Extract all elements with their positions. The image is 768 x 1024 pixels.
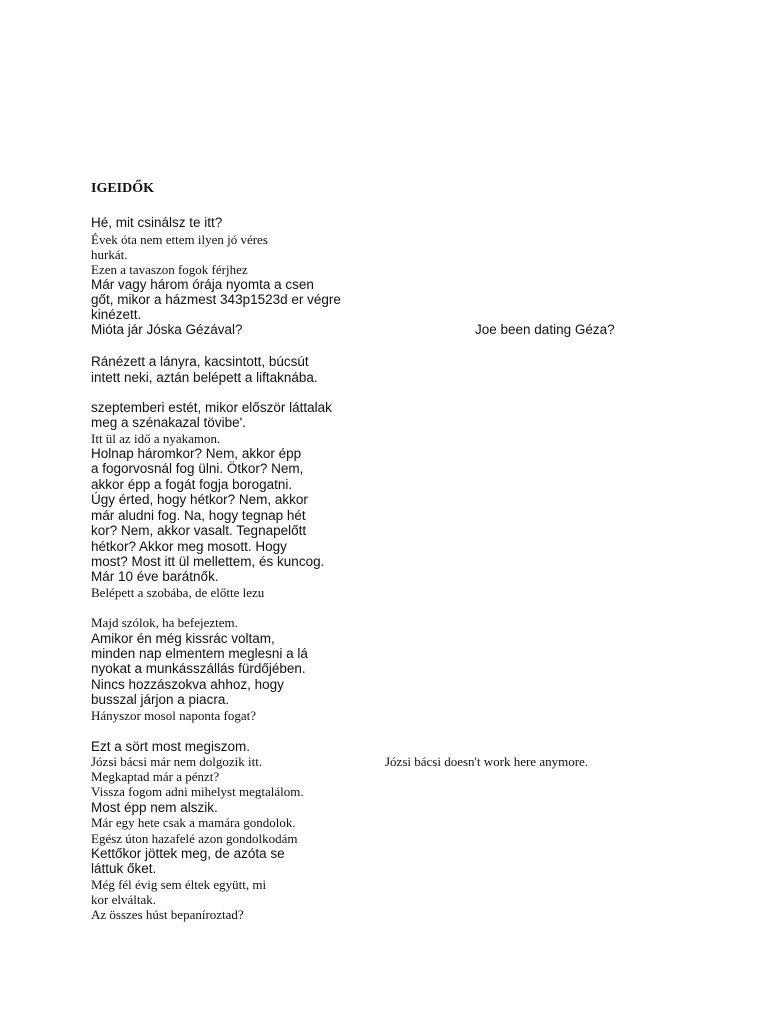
sentence-line: minden nap elmentem meglesni a lá (91, 646, 308, 661)
sentence-line: Az összes húst bepaníroztad? (91, 907, 244, 922)
sentence-line: Évek óta nem ettem ilyen jó véres (91, 232, 268, 247)
sentence-line: Józsi bácsi már nem dolgozik itt. (91, 754, 263, 769)
page-title: IGEIDŐK (91, 181, 155, 196)
sentence-line: Ezt a sört most megiszom. (91, 739, 251, 754)
sentence-line: a fogorvosnál fog ülni. Ötkor? Nem, (91, 461, 304, 476)
sentence-line: kor elváltak. (91, 892, 156, 907)
sentence-line: már aludni fog. Na, hogy tegnap hét (91, 508, 306, 523)
translation-line: Joe been dating Géza? (475, 322, 615, 337)
sentence-line: meg a szénakazal tövibe'. (91, 415, 246, 430)
sentence-line: kor? Nem, akkor vasalt. Tegnapelőtt (91, 523, 307, 538)
sentence-line: Vissza fogom adni mihelyst megtalálom. (91, 784, 304, 799)
sentence-line: Úgy érted, hogy hétkor? Nem, akkor (91, 492, 308, 507)
sentence-line: Már egy hete csak a mamára gondolok. (91, 815, 296, 830)
sentence-line: Már vagy három órája nyomta a csen (91, 277, 314, 292)
translation-line: Józsi bácsi doesn't work here anymore. (385, 754, 589, 769)
sentence-line: gőt, mikor a házmest 343p1523d er végre (91, 292, 341, 307)
sentence-line: hurkát. (91, 247, 128, 262)
sentence-line: kinézett. (91, 307, 142, 322)
sentence-line: láttuk őket. (91, 861, 157, 876)
sentence-line: busszal járjon a piacra. (91, 692, 230, 707)
sentence-line: Nincs hozzászokva ahhoz, hogy (91, 677, 284, 692)
sentence-line: Itt ül az idő a nyakamon. (91, 431, 221, 446)
sentence-line: Ránézett a lányra, kacsintott, búcsút (91, 354, 309, 369)
sentence-line: Hányszor mosol naponta fogat? (91, 708, 256, 723)
sentence-line: akkor épp a fogát fogja borogatni. (91, 477, 293, 492)
sentence-line: Ezen a tavaszon fogok férjhez (91, 262, 248, 277)
sentence-line: Már 10 éve barátnők. (91, 569, 219, 584)
sentence-line: Belépett a szobába, de előtte lezu (91, 585, 265, 600)
sentence-line: szeptemberi estét, mikor először láttalak (91, 400, 332, 415)
sentence-line: Kettőkor jöttek meg, de azóta se (91, 846, 285, 861)
sentence-line: hétkor? Akkor meg mosott. Hogy (91, 539, 287, 554)
sentence-line: Amikor én még kissrác voltam, (91, 631, 275, 646)
sentence-line: nyokat a munkásszállás fürdőjében. (91, 661, 306, 676)
sentence-line: Hé, mit csinálsz te itt? (91, 215, 223, 230)
sentence-line: Most épp nem alszik. (91, 800, 218, 815)
sentence-line: Majd szólok, ha befejeztem. (91, 615, 238, 630)
sentence-line: Mióta jár Jóska Gézával? (91, 322, 243, 337)
sentence-line: intett neki, aztán belépett a liftaknába. (91, 370, 318, 385)
sentence-line: Megkaptad már a pénzt? (91, 769, 220, 784)
sentence-line: Egész úton hazafelé azon gondolkodám (91, 831, 298, 846)
sentence-line: most? Most itt ül mellettem, és kuncog. (91, 554, 325, 569)
sentence-line: Még fél évig sem éltek együtt, mi (91, 877, 267, 892)
sentence-line: Holnap háromkor? Nem, akkor épp (91, 446, 302, 461)
